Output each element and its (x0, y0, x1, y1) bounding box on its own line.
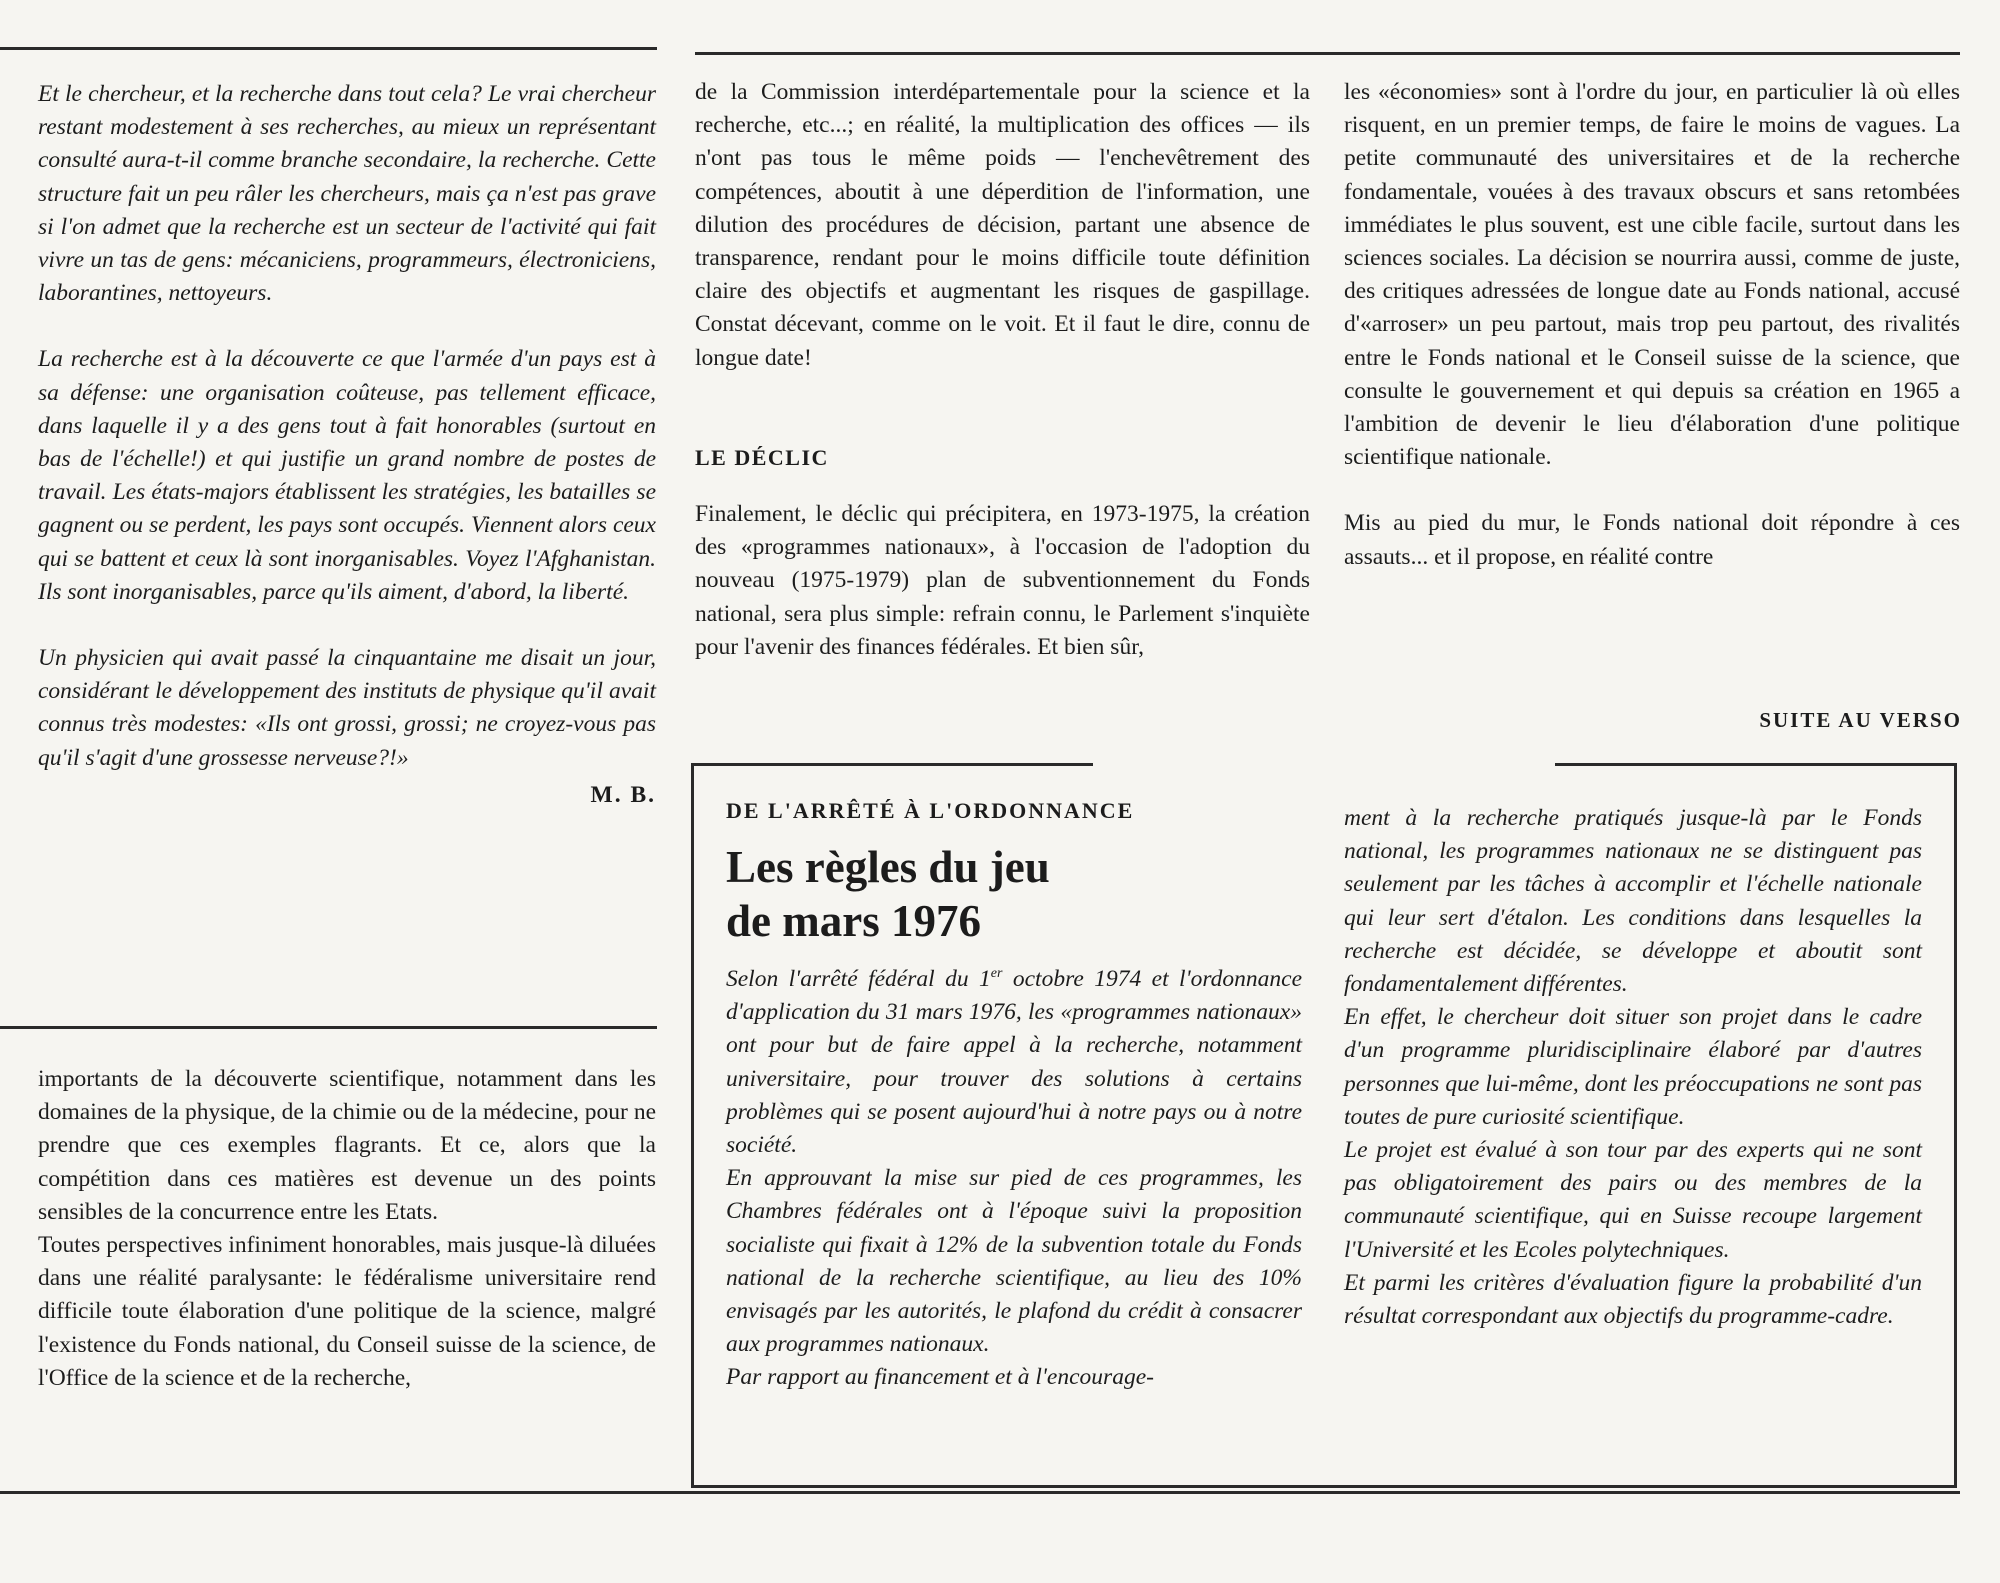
sidebar-paragraph-3: Par rapport au financement et à l'encourage- (726, 1364, 1154, 1391)
middle-rule-left (0, 1026, 657, 1029)
article-column-3 (1344, 76, 1960, 574)
sidebar-paragraph-4: ment à la recherche pratiqués jusque-là par le Fonds national, les programmes nationaux ne se distinguent pas seulement par les tâches à accomplir et l'échelle nationale qui leur sert d'étalon. Les conditions dans lesquelles la recherche est décidée, se développe et aboutit sont fondamentalement différentes. (1344, 805, 1922, 998)
sidebar-paragraph-6: Le projet est évalué à son tour par des experts qui ne sont pas obligatoirement des pairs ou des membres de la communauté scientifique, qui en Suisse recoupe largement l'Université et les Ecoles polytechniques. (1344, 1137, 1922, 1263)
commentary-paragraph-3: Un physicien qui avait passé la cinquantaine me disait un jour, considérant le développement des instituts de physique qu'il avait connus très modestes: «Ils ont grossi, grossi; ne croyez-vous pas qu'il s'agit d'une grossesse nerveuse?!» (38, 645, 656, 771)
bottom-rule (0, 1491, 1960, 1494)
article-paragraph-4: Finalement, le déclic qui précipitera, en 1973-1975, la création des «programmes nationaux», à l'occasion de l'adoption du nouveau (1975-1979) plan de subventionnement du Fonds national, sera plus simple: refrain connu, le Parlement s'inquiète pour l'avenir des finances fédérales. Et bien sûr, (695, 501, 1310, 660)
continued-on-back: SUITE AU VERSO (1759, 708, 1962, 732)
sidebar-paragraph-5: En effet, le chercheur doit situer son projet dans le cadre d'un programme pluridisciplinaire élaboré par d'autres personnes que lui-même, dont les préoccupations ne sont pas toutes de pure curiosité scientifique. (1344, 1004, 1922, 1130)
article-paragraph-3: de la Commission interdépartementale pour la science et la recherche, etc...; en réalité, la multiplication des offices — ils n'ont pas tous le même poids — l'enchevêtrement des compétences, aboutit à une déperdition de l'information, une dilution des procédures de décision, partant une absence de transparence, rendant pour le moins difficile toute définition claire des objectifs et augmentant les risques de gaspillage. Constat décevant, comme on le voit. Et il faut le dire, connu de longue date! (695, 79, 1310, 371)
article-paragraph-5: les «économies» sont à l'ordre du jour, en particulier là où elles risquent, en un premier temps, de faire le moins de vagues. La petite communauté des universitaires et de la recherche fondamentale, vouées à des travaux obscurs et sans retombées immédiates le plus souvent, est une cible facile, surtout dans les sciences sociales. La décision se nourrira aussi, comme de juste, des critiques adressées de longue date au Fonds national, accusé d'«arroser» un peu partout, mais trop peu partout, des rivalités entre le Fonds national et le Conseil suisse de la science, que consulte le gouvernement et qui depuis sa création en 1965 a l'ambition de devenir le lieu d'élaboration d'une politique scientifique nationale. (1344, 79, 1960, 471)
article-column-1-bottom (38, 1063, 656, 1395)
sidebar-kicker: DE L'ARRÊTÉ À L'ORDONNANCE (726, 798, 1135, 823)
sidebar-paragraph-1 (726, 963, 1302, 1162)
top-rule-left (0, 47, 657, 50)
sidebar-title-line-2: de mars 1976 (726, 896, 981, 946)
article-paragraph-6: Mis au pied du mur, le Fonds national doit répondre à ces assauts... et il propose, en réalité contre (1344, 510, 1960, 570)
subheading-le-declic: LE DÉCLIC (695, 444, 829, 470)
sidebar-right-column (1344, 802, 1922, 1333)
author-signature: M. B. (590, 781, 656, 808)
ordinal-superscript: er (990, 966, 1003, 982)
article-paragraph-1: importants de la découverte scientifique, notamment dans les domaines de la physique, de la chimie ou de la médecine, pour ne prendre que ces exemples flagrants. Et ce, alors que la compétition dans ces matières est devenue un des points sensibles de la concurrence entre les Etats. (38, 1066, 656, 1225)
sidebar-left-column (726, 963, 1302, 1395)
commentary-column (38, 78, 656, 812)
sidebar-paragraph-1-start: Selon l'arrêté fédéral du 1 (726, 966, 991, 992)
sidebar-paragraph-7: Et parmi les critères d'évaluation figure la probabilité d'un résultat correspondant aux objectifs du programme-cadre. (1344, 1269, 1922, 1330)
sidebar-title (726, 840, 1050, 948)
commentary-paragraph-1: Et le chercheur, et la recherche dans tout cela? Le vrai chercheur restant modestement à ses recherches, au mieux un représentant consulté aura-t-il comme branche secondaire, la recherche. Cette structure fait un peu râler les chercheurs, mais ça n'est pas grave si l'on admet que la recherche est un secteur de l'activité qui fait vivre un tas de gens: mécaniciens, programmeurs, électroniciens, laborantines, nettoyeurs. (38, 81, 656, 307)
sidebar-paragraph-1-end: octobre 1974 et l'ordonnance d'application du 31 mars 1976, les «programmes nationaux» ont pour but de faire appel à la recherche, notamment universitaire, pour trouver des solutions à certains problèmes qui se posent aujourd'hui à notre pays ou à notre société. (726, 966, 1302, 1159)
commentary-paragraph-2: La recherche est à la découverte ce que l'armée d'un pays est à sa défense: une organisation coûteuse, pas tellement efficace, dans laquelle il y a des gens tout à fait honorables (surtout en bas de l'échelle!) et qui justifie un grand nombre de postes de travail. Les états-majors établissent les stratégies, les batailles se gagnent ou se perdent, les pays sont occupés. Viennent alors ceux qui se battent et ceux là sont inorganisables. Voyez l'Afghanistan. Ils sont inorganisables, parce qu'ils aiment, d'abord, la liberté. (38, 346, 656, 605)
article-paragraph-2: Toutes perspectives infiniment honorables, mais jusque-là diluées dans une réalité paralysante: le fédéralisme universitaire rend difficile toute élaboration d'une politique de la science, malgré l'existence du Fonds national, du Conseil suisse de la science, de l'Office de la science et de la recherche, (38, 1232, 656, 1391)
sidebar-title-line-1: Les règles du jeu (726, 842, 1050, 892)
article-column-2 (695, 76, 1310, 664)
top-rule-right (695, 52, 1960, 55)
sidebar-paragraph-2: En approuvant la mise sur pied de ces programmes, les Chambres fédérales ont à l'époque suivi la proposition socialiste qui fixait à 12% de la subvention totale du Fonds national de la recherche scientifique, au lieu des 10% envisagés par les autorités, le plafond du crédit à consacrer aux programmes nationaux. (726, 1165, 1302, 1358)
